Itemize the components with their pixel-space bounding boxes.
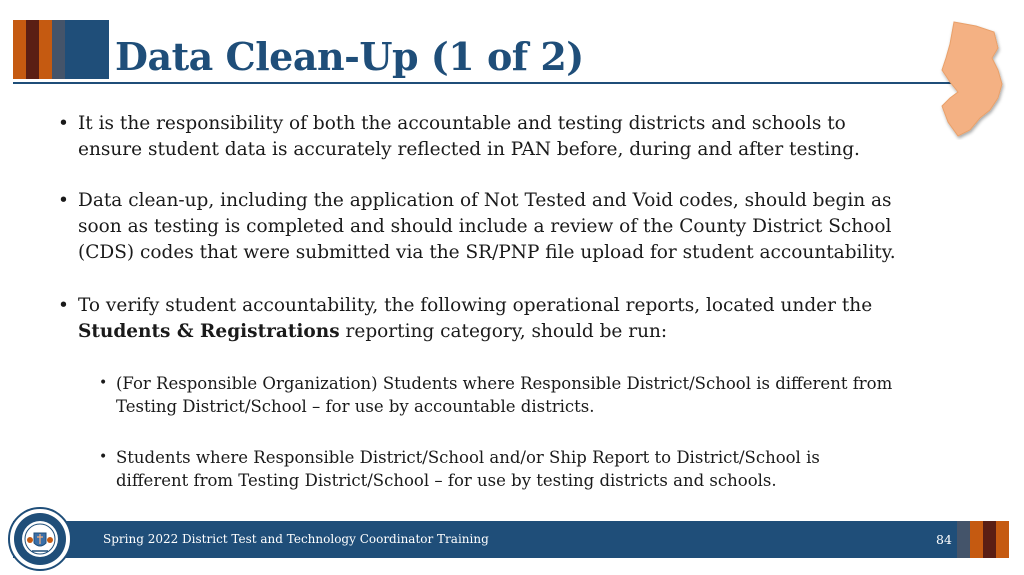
sub-bullet-ship-report: [99, 446, 820, 492]
footer: [0, 521, 1024, 558]
sub-bullet-line: Students where Responsible District/School and/or Ship Report to District/School is: [116, 448, 820, 467]
sub-bullet-responsible-org: [99, 372, 893, 418]
footer-color-stripes: [957, 521, 1009, 558]
students-registrations-label: Students & Registrations: [78, 321, 340, 342]
bullet-dot: •: [58, 113, 69, 134]
bullet-dot: •: [58, 190, 69, 211]
bullet-line: ensure student data is accurately reflected in PAN before, during and after testing.: [78, 139, 860, 160]
bullet-line-rest: reporting category, should be run:: [339, 321, 668, 342]
sub-bullet-line: (For Responsible Organization) Students where Responsible District/School is different from: [116, 374, 893, 393]
bullet-line: soon as testing is completed and should include a review of the County District School: [78, 216, 892, 237]
footer-text: Spring 2022 District Test and Technology Coordinator Training: [103, 532, 489, 546]
bullet-line: [78, 319, 872, 345]
page-title: Data Clean-Up (1 of 2): [115, 34, 584, 79]
bullet-data-cleanup: [58, 188, 896, 266]
sub-bullet-dot: •: [99, 375, 108, 391]
bullet-line: Data clean-up, including the application of Not Tested and Void codes, should begin as: [78, 190, 892, 211]
new-jersey-state-shape-icon: [936, 18, 1006, 140]
nj-department-of-education-seal-icon: [8, 507, 72, 571]
bullet-line: It is the responsibility of both the accountable and testing districts and schools to: [78, 113, 846, 134]
bullet-responsibility: [58, 111, 860, 163]
title-underline: [13, 82, 963, 84]
bullet-verify-accountability: [58, 293, 873, 345]
bullet-line: (CDS) codes that were submitted via the SR/PNP file upload for student accountability.: [78, 242, 896, 263]
sub-bullet-dot: •: [99, 449, 108, 465]
bullet-line: To verify student accountability, the following operational reports, located under the: [78, 295, 873, 316]
bullet-dot: •: [58, 295, 69, 316]
page-number: 84: [936, 532, 952, 547]
sub-bullet-line: different from Testing District/School – for use by testing districts and schools.: [116, 471, 777, 490]
sub-bullet-line: Testing District/School – for use by accountable districts.: [116, 397, 595, 416]
header-color-stripes: [13, 20, 109, 79]
